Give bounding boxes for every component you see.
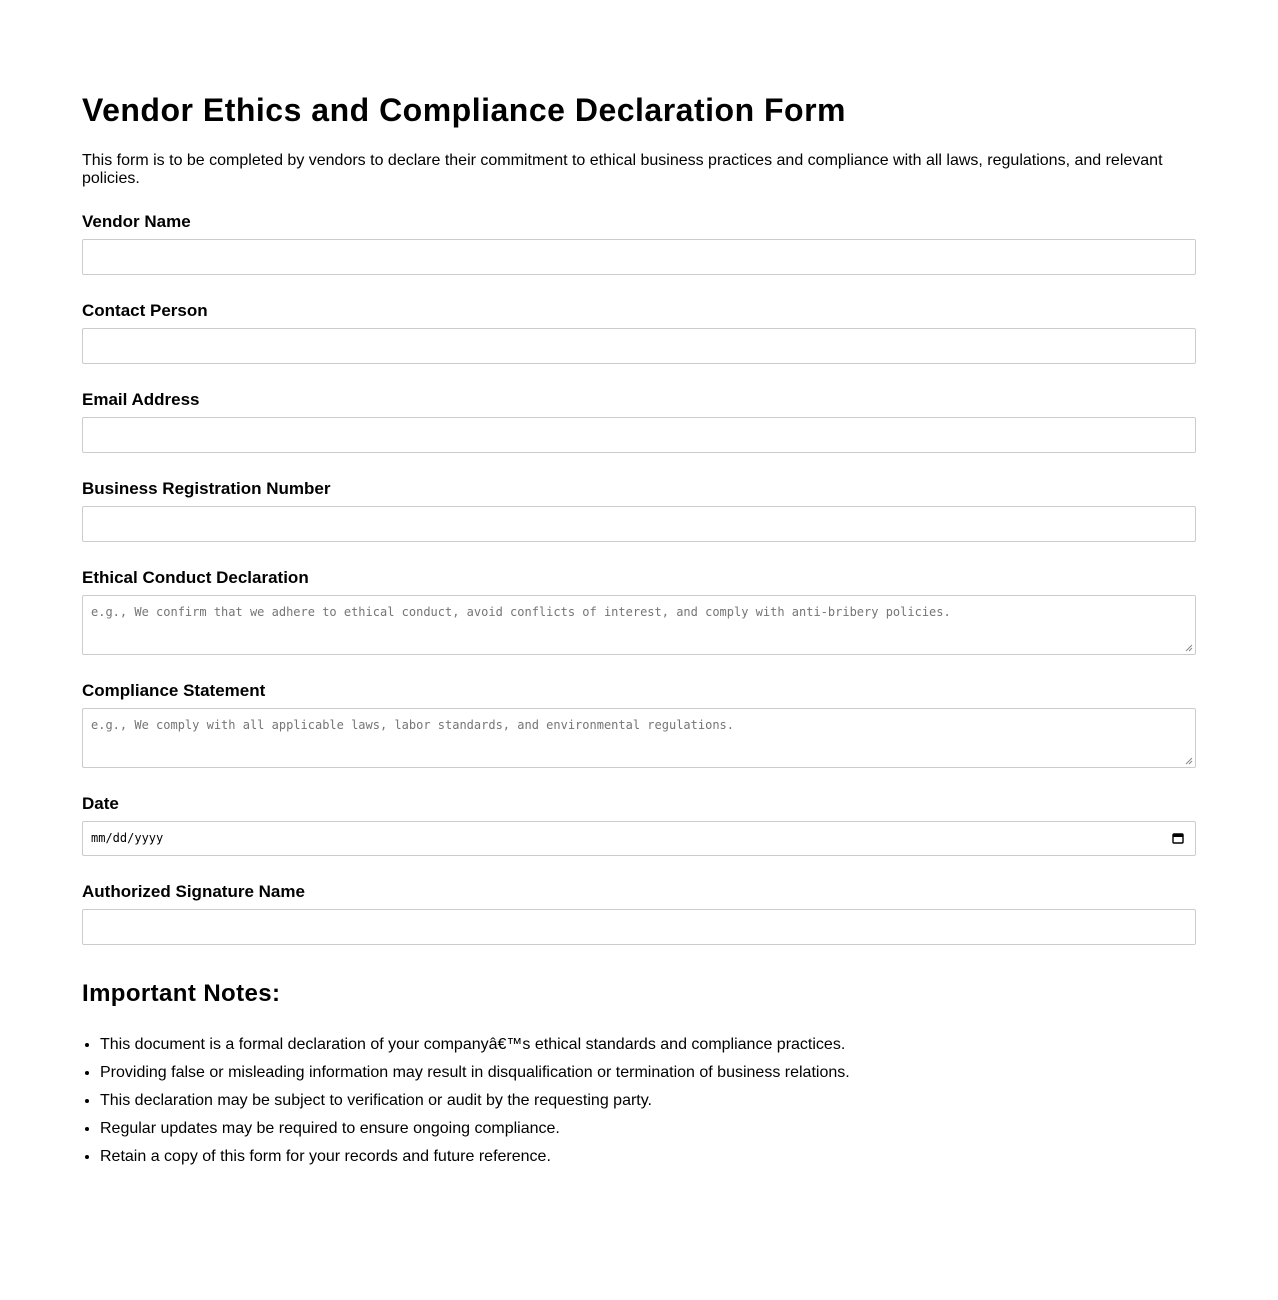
list-item: • Providing false or misleading information may result in disqualification or termination of business relations. (100, 1063, 1196, 1083)
business-registration-field (82, 479, 1196, 542)
resize-grip-icon[interactable] (1185, 644, 1193, 652)
vendor-name-field (82, 212, 1196, 275)
ethical-conduct-field (82, 568, 1196, 655)
date-field (82, 794, 1196, 856)
form-intro: This form is to be completed by vendors to declare their commitment to ethical business practices and compliance with all laws, regulations, and relevant policies. (82, 152, 1163, 187)
email-address-input[interactable] (82, 417, 1196, 453)
ethical-conduct-placeholder: e.g., We confirm that we adhere to ethical conduct, avoid conflicts of interest, and comply with anti-bribery policies. (91, 605, 951, 619)
contact-person-field (82, 301, 1196, 364)
vendor-name-input[interactable] (82, 239, 1196, 275)
date-input[interactable] (82, 821, 1196, 856)
ethical-conduct-textarea[interactable] (82, 595, 1196, 655)
contact-person-label: Contact Person (82, 301, 208, 320)
compliance-statement-textarea[interactable] (82, 708, 1196, 768)
page-container (82, 0, 1196, 1167)
compliance-statement-label: Compliance Statement (82, 681, 266, 700)
compliance-statement-field (82, 681, 1196, 768)
ethical-conduct-label: Ethical Conduct Declaration (82, 568, 309, 587)
contact-person-input[interactable] (82, 328, 1196, 364)
authorized-signature-label: Authorized Signature Name (82, 882, 305, 901)
notes-heading: Important Notes: (82, 980, 281, 1007)
email-address-field (82, 390, 1196, 453)
compliance-statement-placeholder: e.g., We comply with all applicable laws, labor standards, and environmental regulations. (91, 718, 734, 732)
date-placeholder: mm/dd/yyyy (91, 831, 164, 845)
vendor-name-label: Vendor Name (82, 212, 191, 231)
list-item: • This document is a formal declaration of your companyâ€™s ethical standards and compliance practices. (100, 1035, 1196, 1055)
email-address-label: Email Address (82, 390, 200, 409)
authorized-signature-input[interactable] (82, 909, 1196, 945)
calendar-icon[interactable] (1172, 832, 1184, 844)
authorized-signature-field (82, 882, 1196, 945)
resize-grip-icon[interactable] (1185, 757, 1193, 765)
business-registration-input[interactable] (82, 506, 1196, 542)
notes-list (82, 1035, 1196, 1167)
date-label: Date (82, 794, 119, 813)
list-item: • Regular updates may be required to ensure ongoing compliance. (100, 1119, 1196, 1139)
list-item: • This declaration may be subject to verification or audit by the requesting party. (100, 1091, 1196, 1111)
page-title: Vendor Ethics and Compliance Declaration Form (82, 92, 846, 128)
list-item: • Retain a copy of this form for your records and future reference. (100, 1147, 1196, 1167)
business-registration-label: Business Registration Number (82, 479, 331, 498)
